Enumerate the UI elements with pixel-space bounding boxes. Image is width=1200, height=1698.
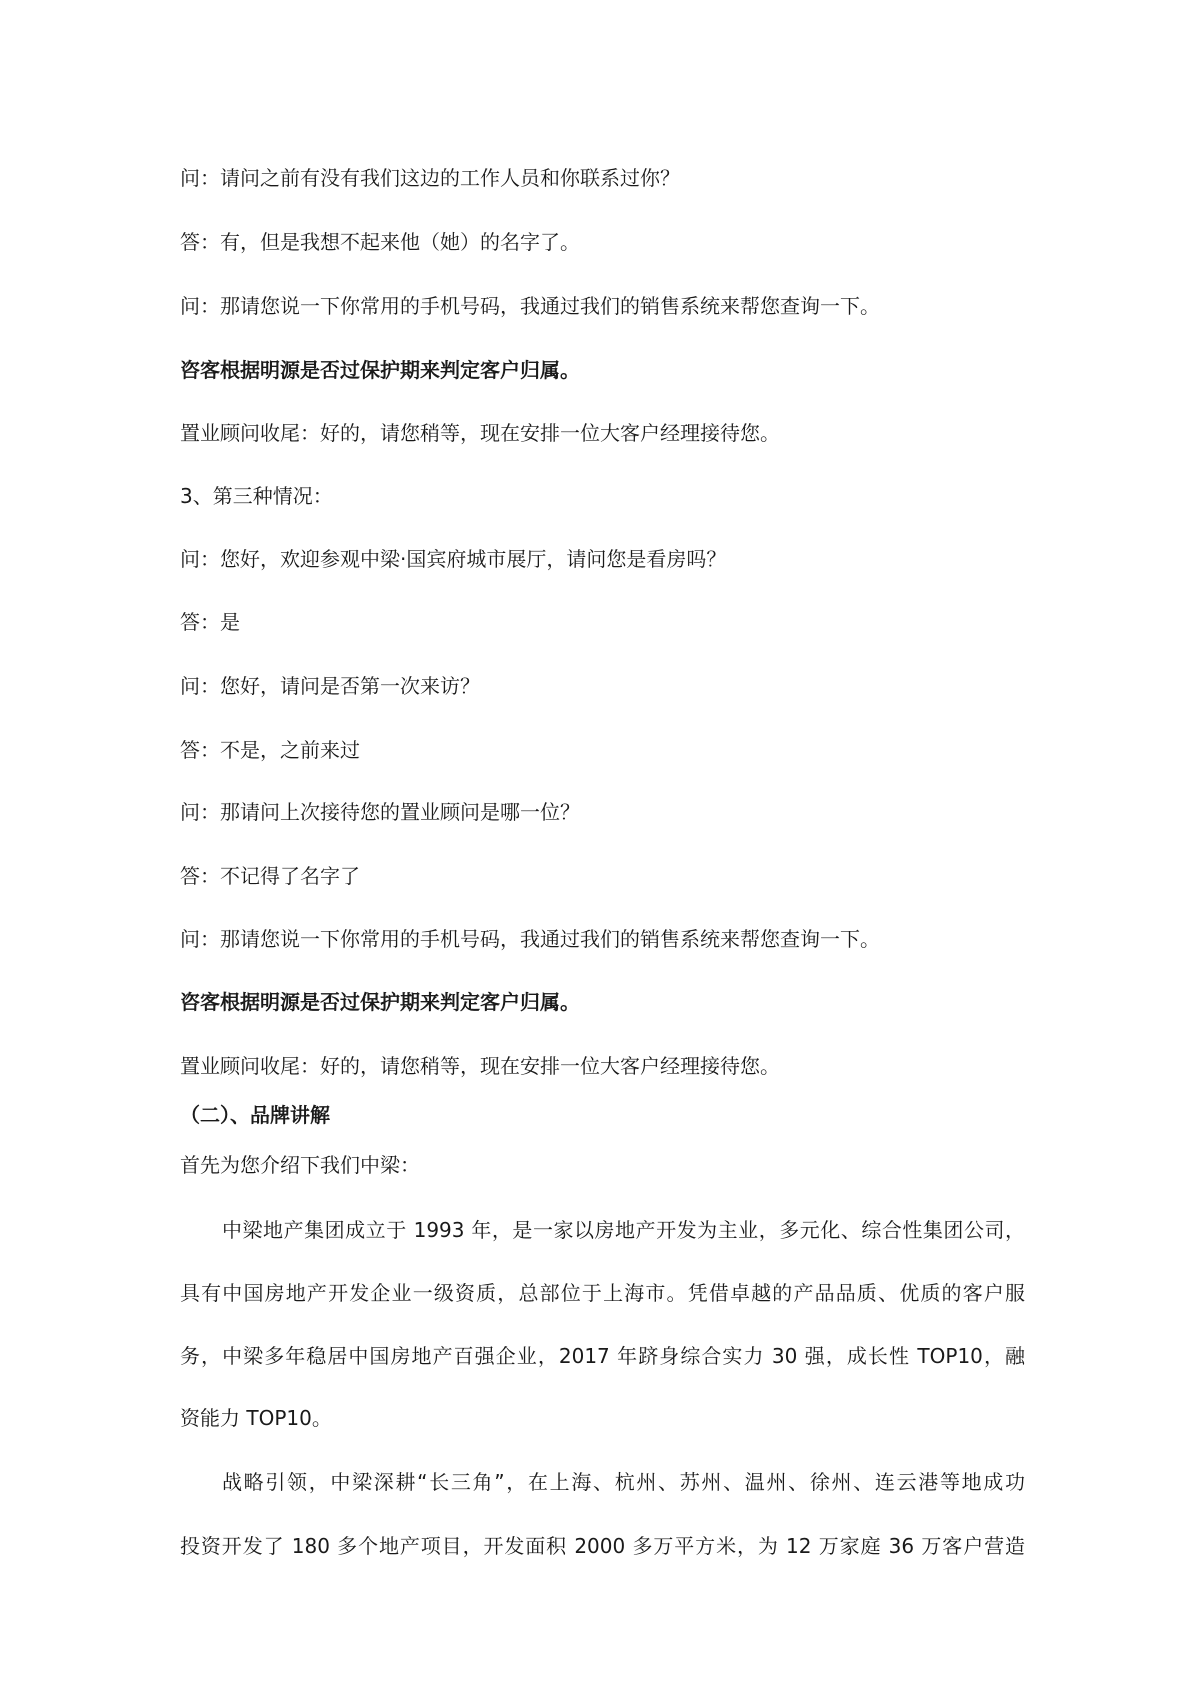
paragraph-line: 战略引领，中梁深耕“长三角”，在上海、杭州、苏州、温州、徐州、连云港等地成功 xyxy=(222,1470,1025,1494)
paragraph-line: 具有中国房地产开发企业一级资质，总部位于上海市。凭借卓越的产品品质、优质的客户服 xyxy=(180,1281,1025,1305)
paragraph-line: 投资开发了 180 多个地产项目，开发面积 2000 多万平方米，为 12 万家庭 36 万客户营造 xyxy=(180,1534,1025,1558)
dialogue-question: 问：那请您说一下你常用的手机号码，我通过我们的销售系统来帮您查询一下。 xyxy=(180,927,880,951)
paragraph-line: 中梁地产集团成立于 1993 年，是一家以房地产开发为主业，多元化、综合性集团公司， xyxy=(222,1218,1025,1242)
dialogue-answer: 答：是 xyxy=(180,610,240,634)
consultant-closing: 置业顾问收尾：好的，请您稍等，现在安排一位大客户经理接待您。 xyxy=(180,421,780,445)
bold-instruction: 咨客根据明源是否过保护期来判定客户归属。 xyxy=(180,358,580,382)
intro-line: 首先为您介绍下我们中梁： xyxy=(180,1153,420,1177)
dialogue-question: 问：请问之前有没有我们这边的工作人员和你联系过你？ xyxy=(180,166,680,190)
dialogue-question: 问：您好，请问是否第一次来访？ xyxy=(180,674,480,698)
consultant-closing: 置业顾问收尾：好的，请您稍等，现在安排一位大客户经理接待您。 xyxy=(180,1054,780,1078)
dialogue-question: 问：那请问上次接待您的置业顾问是哪一位？ xyxy=(180,800,580,824)
dialogue-answer: 答：有，但是我想不起来他（她）的名字了。 xyxy=(180,230,580,254)
dialogue-answer: 答：不是，之前来过 xyxy=(180,738,360,762)
bold-instruction: 咨客根据明源是否过保护期来判定客户归属。 xyxy=(180,990,580,1014)
dialogue-question: 问：您好，欢迎参观中梁·国宾府城市展厅，请问您是看房吗？ xyxy=(180,547,727,571)
paragraph-line: 资能力 TOP10。 xyxy=(180,1406,332,1430)
section-heading: （二）、品牌讲解 xyxy=(180,1103,330,1127)
dialogue-answer: 答：不记得了名字了 xyxy=(180,864,360,888)
dialogue-question: 问：那请您说一下你常用的手机号码，我通过我们的销售系统来帮您查询一下。 xyxy=(180,294,880,318)
paragraph-line: 务，中梁多年稳居中国房地产百强企业，2017 年跻身综合实力 30 强，成长性 TOP10，融 xyxy=(180,1344,1025,1368)
section-subheading: 3、第三种情况： xyxy=(180,484,333,508)
